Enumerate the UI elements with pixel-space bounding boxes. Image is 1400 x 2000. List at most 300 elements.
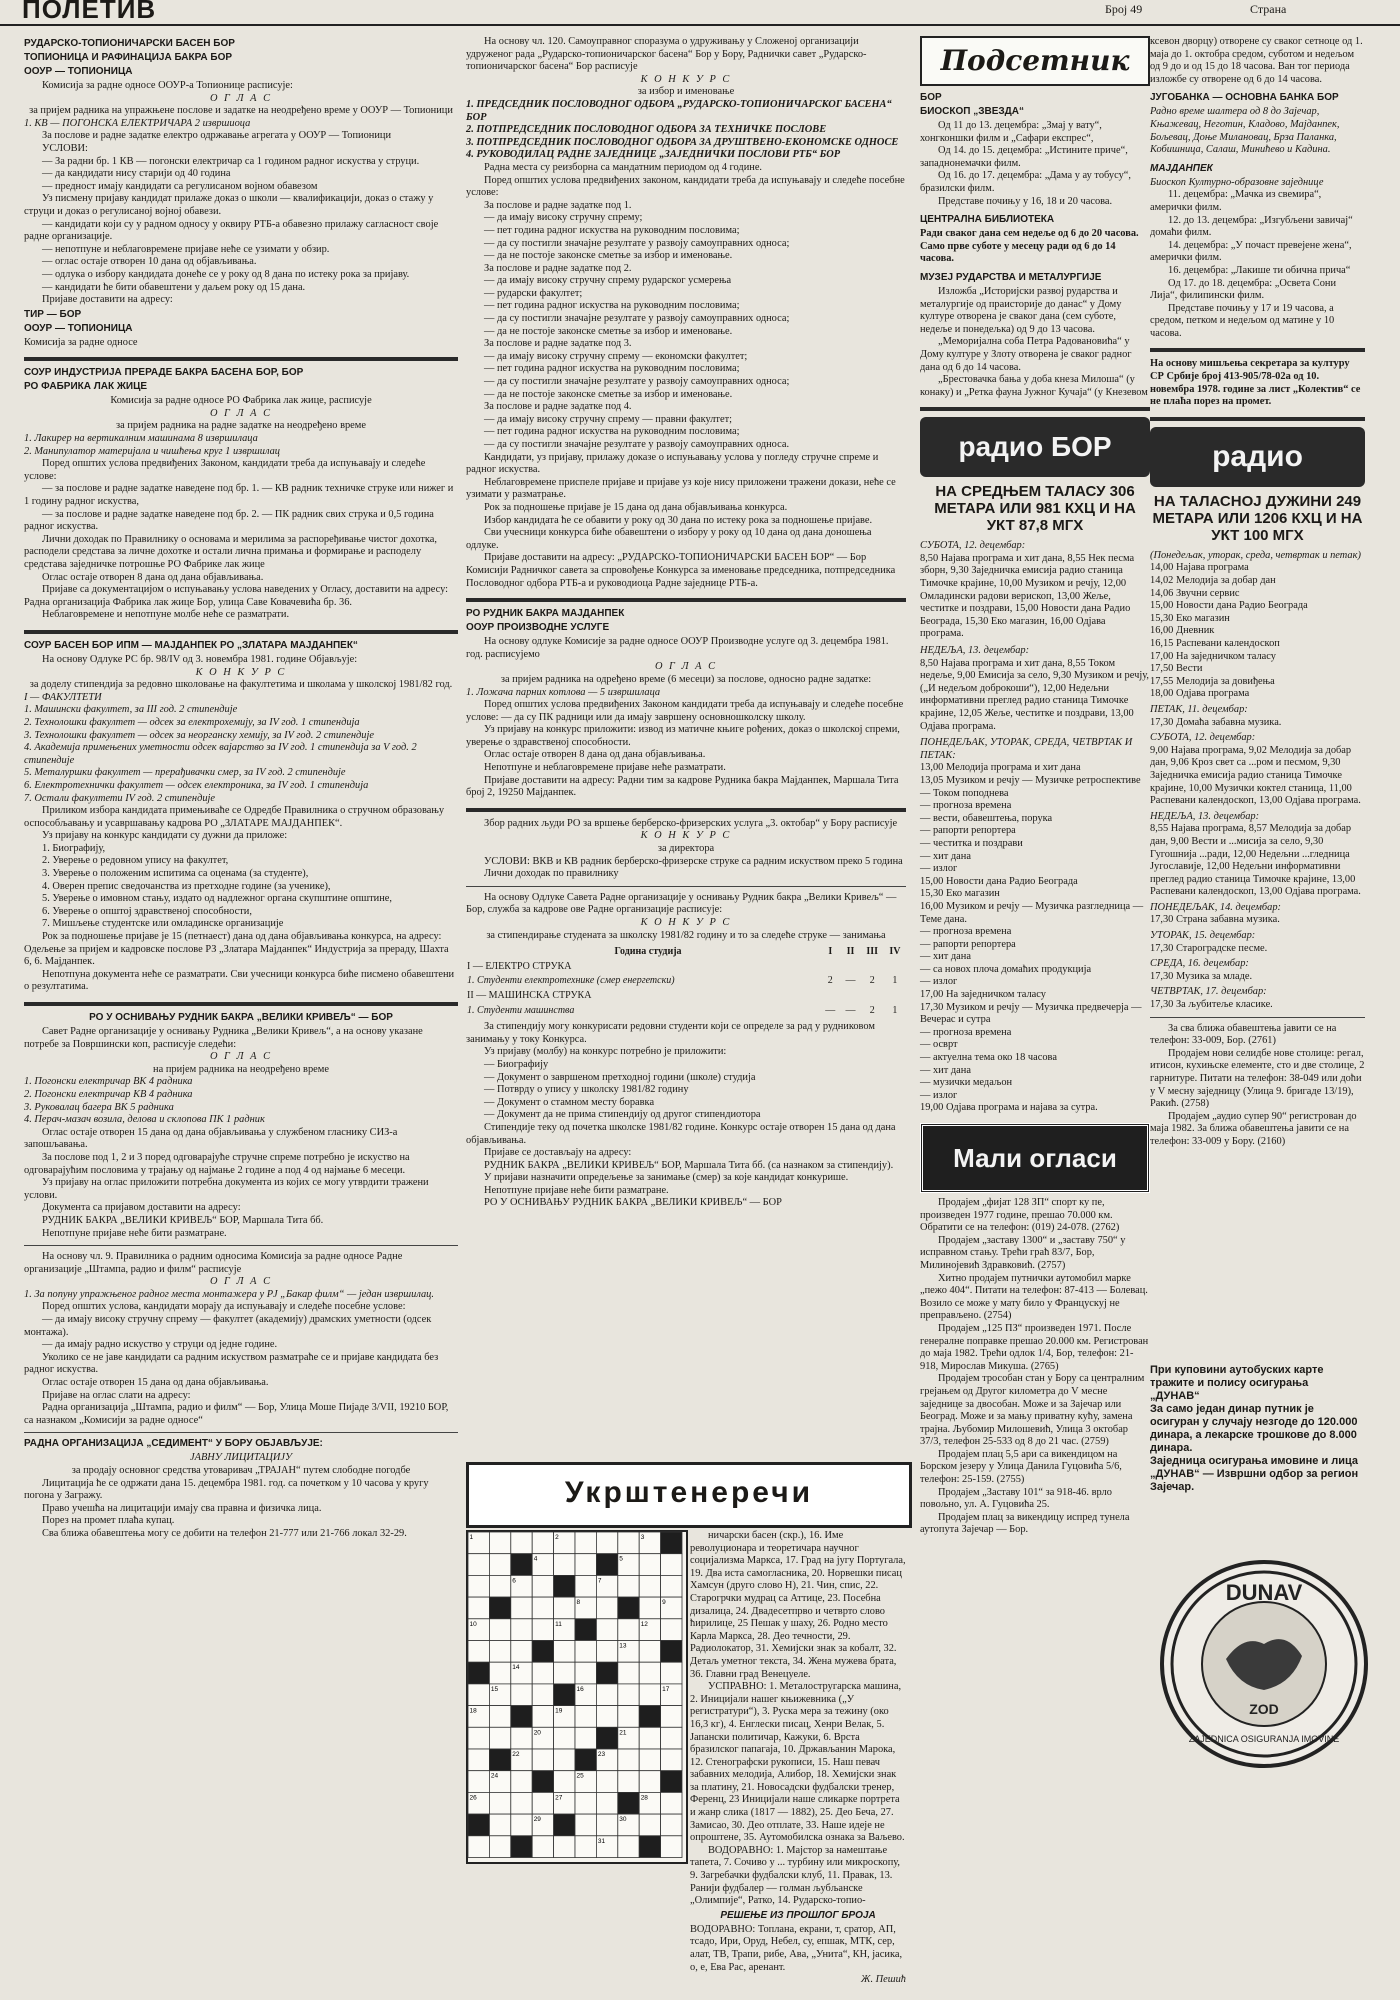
ad-body [24,1127,458,1240]
tax-notice: На основу мишљења секретара за културу СР Србије број 413-905/78-02а од 10. новембра 1978. године за лист „Колектив“ се не плаћа порез на промет. [1150,358,1361,408]
masthead [0,0,1400,26]
radio-program-line: — излог [920,863,958,875]
radio-program-line: 15,30 Еко магазин [920,888,1000,900]
crossword-number: 11 [555,1620,562,1628]
table-header-cell: Година студија [614,946,682,958]
crossword-cell [596,1619,617,1641]
radio-program-line: 17,30 Музика за младе. [1150,970,1253,982]
crossword-cell [639,1597,660,1619]
ad-body-line: Сва ближа обавештења могу се добити на телефон 21-777 или 21-766 локал 32-29. [42,1527,407,1539]
classified-ad: Продајем плац 5,5 ари са викендицом на Борском језеру у Улица Данила Гуцовића 5/6, телефон: 25-159. (2755) [920,1448,1122,1486]
ad-body-line: Документа са пријавом доставити на адресу: [42,1202,241,1214]
radio-program-line: — вести, обавештења, порука [920,812,1053,824]
crossword-cell [489,1641,510,1663]
ad-body-line: Поред општих услова, кандидати морају да испуњавају и следеће посебне услове: [42,1301,406,1313]
venue-name: ЦЕНТРАЛНА БИБЛИОТЕКА [920,214,1055,226]
crossword-cell [532,1532,553,1554]
ad-body-line: — Документ о завршеном претходној години (школе) студија [484,1071,756,1083]
radio-program-line: — осврт [920,1039,958,1051]
table-cell [820,960,840,975]
crossword-black-cell [639,1706,660,1728]
crossword-cell [468,1836,489,1858]
crossword-number: 2 [555,1534,559,1541]
masthead-title: ПОЛЕТИВ [22,0,157,24]
classified-ad: Продајем „аудио супер 90“ регистрован до маја 1982. За ближа обавештења јавити се на телефон: 33-009 у Бору. (2160) [1150,1110,1357,1147]
ad-body-line: Поред општих услова предвиђених законом, кандидати треба да испуњавају и следеће посебне услове: [466,174,905,199]
crossword-number: 9 [662,1599,666,1607]
crossword-cell [639,1641,660,1663]
table-cell [861,960,884,975]
ad-zlatara [24,640,458,994]
radio-program-line: 16,00 Дневник [1150,625,1215,637]
venue-name: Биоскоп Културно-образовне заједнице [1150,176,1324,188]
radio-program-line: 17,50 Вести [1150,663,1203,675]
crossword-banner [466,1462,912,1528]
ad-list-item: 3. ПОТПРЕДСЕДНИК ПОСЛОВОДНОГ ОДБОРА ЗА ДРУШТВЕНО-ЕКОНОМСКЕ ОДНОСЕ [466,136,899,148]
radio-frequency-heading: НА ТАЛАСНОЈ ДУЖИНИ 249 МЕТАРА ИЛИ 1206 КХЦ И НА УКТ 100 МГХ [1152,492,1363,544]
cinema-listing: 11. децембра: „Мачка из свемира“, амерички филм. [1150,189,1322,213]
column-1 [24,36,458,1986]
crossword-number: 29 [533,1816,541,1824]
radio-program-line: 17,30 Домаћа забавна музика. [1150,716,1282,728]
crossword-black-cell [639,1836,660,1858]
table-cell: II — МАШИНСКА СТРУКА [467,989,592,1001]
crossword-number: 12 [640,1620,648,1628]
radio-program-line: 14,02 Мелодија за добар дан [1150,575,1276,587]
section-divider [1150,417,1365,421]
crossword-cell [639,1554,660,1576]
table-cell: 2 [827,975,833,987]
classified-ad: Продајем нови селидбе нове столице: регал, итисон, кухињске елементе, сто и две столице, 2 гарнитуре. Питати на телефон: 38-049 или доћи у V месну заједницу (Улица 9. бригаде 13/19), Ракић. (2758) [1150,1047,1365,1110]
section-divider [24,1245,458,1246]
crossword-cell [596,1641,617,1663]
crossword-cell [575,1554,596,1576]
ad-body-line: Уз пријаву на оглас приложити потребна документа из којих се могу утврдити тражени услови. [24,1177,429,1201]
ad-body-line: Рок за подношење пријаве је 15 дана од дана објављивања конкурса. [484,501,788,513]
crossword-cell [511,1684,532,1706]
crossword-cell [618,1662,639,1684]
crossword-cell [554,1641,575,1663]
ad-body-line: Уколико се не јаве кандидати са радним искуством разматраће се и пријаве кандидата без радног искуства. [24,1351,439,1376]
ad-body-line: Уз пријаву на конкурс кандидати су дужни да приложе: [42,830,288,842]
ad-org-line: РО РУДНИК БАКРА МАЈДАНПЕК [466,608,625,620]
radio-program-line: 14,06 Звучни сервис [1150,587,1240,599]
ad-title: К О Н К У Р С [195,666,287,678]
crossword-cell [661,1575,682,1597]
radio-program-line: 15,00 Новости дана Радио Београда [920,875,1078,887]
radio-day: НЕДЕЉА, 13. децембар: [1150,810,1260,822]
ad-lak-zice [24,367,458,622]
cinema-listing: Од 11 до 13. децембра: „Змај у вату“, хонгконшки филм и „Сафари експрес“, [920,120,1102,144]
radio-program-line: 14,00 Најава програма [1150,562,1249,574]
radio-2-logo-text: радио [1212,439,1303,473]
crossword-black-cell [511,1836,532,1858]
crossword-number: 7 [597,1577,602,1585]
crossword-cell [532,1749,553,1771]
ad-body-line: — да су постигли значајне резултате у развоју самоуправних односа; [484,376,790,388]
crossword-cell [511,1597,532,1619]
crossword-cell [639,1662,660,1684]
ad-berber [466,818,906,881]
ad-body-line: 2. Уверење о редовном упису на факултет, [42,855,229,867]
ad-title: К О Н К У Р С [640,830,732,842]
crossword-black-cell [532,1641,553,1663]
dunav-seal [1160,1560,1368,1768]
museum-listing: „Брестовачка бања у доба кнеза Милоша“ (у конаку) и „Ретка фауна Јужног Кучаја“ (у Кнезевом [920,374,1148,398]
section-divider [1150,348,1365,352]
crossword-cell [639,1771,660,1793]
section-divider [466,886,906,887]
crossword-black-cell [468,1814,489,1836]
classified-ad: Продајем „фијат 128 ЗП“ спорт ку пе, произведен 1977 године, прешао 70.000 км. Обратити се на телефон: (019) 24-078. (2762) [920,1197,1120,1234]
crossword-cell [596,1814,617,1836]
ad-body-line: У пријави назначити опредељење за занимање (смер) за које кандидат конкурише. [484,1172,849,1184]
crossword-cell [661,1749,682,1771]
ad-body-line: — да имају високу стручну спрему; [484,212,643,224]
table-cell [840,960,860,975]
table-cell [820,989,840,1004]
crossword-black-cell [661,1532,682,1554]
table-row [466,989,906,1004]
crossword-number: 21 [619,1729,627,1737]
radio-program-line: 8,55 Најава програма, 8,57 Мелодија за добар дан, 9,00 Вести и ...мисија за село, 9,30 Гугошнија ...ради, 12,00 Недељни ...гледница Југославије, 12,00 Недељни информативни преглед радио станица Тимочке крајине, 13,00 Распевани календоскоп, 13,00 Одјава програма. [1150,823,1361,898]
table-row [466,974,906,989]
ad-body-line: — да не постоје законске сметње за избор и именовање. [484,250,733,262]
crossword-number: 14 [512,1664,520,1672]
crossword-cell [489,1792,510,1814]
ad-condition-line: — оглас остаје отворен 10 дана од објављивања. [42,256,257,268]
crossword-cell [489,1706,510,1728]
ad-body-line: РУДНИК БАКРА „ВЕЛИКИ КРИВЕЉ“ БОР, Маршала Тита бб. (са назнаком за стипендију). [484,1159,894,1171]
radio-program-line: 19,00 Одјава програма и најава за сутра. [920,1102,1098,1114]
ad-intro: Савет Радне организације у оснивању Рудника „Велики Кривељ“, а на основу указане потребе за Површински коп, расписује следећи: [24,1026,423,1050]
crossword-cell [532,1662,553,1684]
crossword-cell [618,1749,639,1771]
ad-address-line: ТИР — БОР [24,308,82,320]
radio-program: 8,50 Најава програма и хит дана, 8,55 Нек песма зборн, 9,30 Заједничка емисија радио станица Тимочке крајине, 10,00 Музиком и речју, 12,00 Омладински радови верископ, 13,00 Жеље, честитке и поздрави, 15,00 Новости дана Радио Београда, 15,30 Еко магазин, 16,00 Одјава програма. [920,552,1135,640]
crossword-cell [489,1619,510,1641]
radio-weekday-program [920,762,1150,1115]
crossword-number: 24 [490,1772,499,1780]
radio-day: ПЕТАК, 11. децембар: [1150,703,1248,715]
cinema-listing: Од 17. до 18. децембра: „Освета Сони Лија“, филипински филм. [1150,277,1337,302]
ad-body-line: — да имају високу стручну спрему — правни факултет; [484,413,732,425]
ad-body [466,162,906,590]
crossword-cell [468,1727,489,1749]
crossword-cell [618,1619,639,1641]
ad-intro: На основу Одлуке РС бр. 98/IV од 3. новембра 1981. године Објављује: [42,653,358,665]
ad-condition-line: — одлука о избору кандидата донеће се у року од 8 дана по истеку рока за пријаву. [42,268,410,280]
ad-body-line: — Документ о стамном месту боравка [484,1096,655,1108]
column-3 [920,36,1150,1986]
museum-info [920,286,1150,399]
crossword-number: 28 [640,1794,648,1802]
crossword-cell [554,1749,575,1771]
venue-name: БИОСКОП „ЗВЕЗДА“ [920,106,1024,117]
crossword-cell [639,1814,660,1836]
crossword-black-cell [489,1749,510,1771]
ad-conditions [24,156,458,307]
crossword-black-cell [554,1575,575,1597]
ad-address-line: ООУР — ТОПИОНИЦА [24,322,133,334]
crossword-cell [596,1532,617,1554]
crossword-black-cell [596,1554,617,1576]
radio-day: СРЕДА, 16. децембар: [1150,958,1249,970]
ad-org-line: РАДНА ОРГАНИЗАЦИЈА „СЕДИМЕНТ“ У БОРУ ОБЈАВЉУЈЕ: [24,1438,323,1450]
ad-body-line: Избор кандидата ће се обавити у року од 30 дана по истеку рока за подношење пријаве. [484,514,873,526]
crossword-cell [575,1836,596,1858]
ad-body-line: Непотпуне и неблаговремене пријаве неће разматрати. [484,762,726,774]
ad-position: 1. Ложача парних котлова — 5 извршилаца [466,686,661,698]
table-header-cell [466,945,476,960]
radio-day: (Понедељак, уторак, среда, четвртак и петак) [1150,549,1361,561]
crossword-black-cell [489,1597,510,1619]
crossword-cell [554,1836,575,1858]
radio-program-line: — са новох плоча домаћих продукција [920,963,1092,975]
classified-ad: Хитно продајем путнички аутомобил марке „пежо 404“. Питати на телефон: 87-413 — Болевац. Возило се може у мату било у Францускуј не преправљено. (2754) [920,1272,1148,1322]
crossword-black-cell [468,1662,489,1684]
table-cell [840,989,860,1004]
crossword-cell [511,1619,532,1641]
classified-ads [1150,1023,1365,1149]
crossword-cell [575,1792,596,1814]
radio-program-line: 17,30 Староградске песме. [1150,942,1268,954]
radio-program-line: 16,15 Распевани календоскоп [1150,638,1280,649]
crossword-number: 6 [512,1577,516,1585]
ad-subtitle: за избор и именовање [637,86,735,98]
crossword-cell [554,1597,575,1619]
ad-krivelj [24,1012,458,1240]
cinema-listing: Од 16. до 17. децембра: „Дама у ау тобусу“, бразилски филм. [920,170,1131,194]
crossword-cell [596,1792,617,1814]
dunav-ad-line: Заједница осигурања имовине и лица „ДУНАВ“ — Извршни одбор за регион Зајечар. [1150,1454,1359,1493]
table-cell: — [825,1004,836,1016]
table-header-cell: IV [889,946,901,958]
column-2 [466,36,906,1456]
crossword-cell [554,1554,575,1576]
ad-condition-line: — кандидати који су у радном односу у оквиру РТБ-а обавезно прилажу сагласност своје радне организације. [24,218,439,243]
crossword-cell [596,1771,617,1793]
ad-title: О Г Л А С [209,1051,273,1063]
crossword-cell [575,1532,596,1554]
ad-body-line: — да имају високу стручну спрему — факултет (академију) драмских уметности (одсек монтажа). [24,1314,432,1338]
crossword-clue: УСПРАВНО: 1. Металостругарска машина, 2. Иницијали нашег књижевника („У регистратури“), 3. Руска мера за тежину (око 16,3 кг), 4. Енглески писац, Хенри Велак, 5. Јапански политичар, Кажуки, 6. Врста бразилског папагаја, 10. Држављанин Марока, 12. Стенографски рукописи, 15. Наш певач забавних мелодија, Алибор, 18. Хемијски знак за платину, 21. Новосадски фудбалски тренер, Ференц, 23 Иницијали наше сликарке портрета и жанр слика (1817 — 1882), 25. Део Беча, 27. Замисао, 30. Део отплате, 33. Наше идеје не опроштене, 35. Аутомобилска ознака за Ваљево. [690,1681,905,1844]
crossword-cell [468,1641,489,1663]
ad-body-line: Оглас остаје отворен 8 дана од дана објављивања. [484,749,706,761]
solution-title: РЕШЕЊЕ ИЗ ПРОШЛОГ БРОЈА [720,1909,876,1921]
section-divider [24,1432,458,1433]
dunav-ad-line: При куповини аутобуских карте тражите и полису осигурања [1150,1363,1324,1389]
crossword-number: 3 [640,1534,645,1541]
crossword-cell [596,1597,617,1619]
ad-body-line: Уз пријаву (молбу) на конкурс потребно је приложити: [484,1046,727,1058]
table-row [466,1004,906,1019]
ad-org-line: РУДАРСКО-ТОПИОНИЧАРСКИ БАСЕН БОР [24,38,235,49]
table-cell [884,989,906,1004]
ad-body-line: Порез на промет плаћа купац. [42,1515,175,1527]
ad-intro: На основу чл. 9. Правилника о радним односима Комисија за радне односе Радне организације „Штампа, радио и филм“ расписује [24,1251,403,1275]
crossword-cell [575,1575,596,1597]
crossword-clue: ВОДОРАВНО: 1. Мајстор за намештање тапета, 7. Сочиво у ... турбину или микроскопу, 9. Загребачки фудбалски клуб, 11. Правак, 13. Ранији фудбалер — голман љубљанске „Олимпије“, Ратко, 14. Рударско-топио- [690,1844,901,1907]
ad-title: К О Н К У Р С [640,917,732,928]
ad-body-line: Стипендије теку од почетка школске 1981/82 године. Конкурс остаје отворен 15 дана од дана објављивања. [466,1121,896,1146]
crossword-number: 18 [469,1707,477,1715]
radio-program-line: — хит дана [920,951,971,963]
ad-list-item: 1. Погонски електричар ВК 4 радника [24,1076,193,1088]
crossword-black-cell [532,1771,553,1793]
radio-program-line: 17,00 На заједничком таласу [920,989,1046,1001]
ad-list-item: 4. Академија примењених уметности одсек вајарство за IV год. 1 стипендија за V год. 2 стипендије [24,742,417,766]
crossword-title: Укрштенеречи [564,1476,814,1509]
classified-ad: За сва ближа обавештења јавити се на телефон: 33-009, Бор. (2761) [1150,1022,1337,1047]
table-cell: 2 [869,975,875,987]
table-cell: — [845,1004,856,1016]
ad-body-line: Радна организација „Штампа, радио и филм“ — Бор, Улица Моше Пијаде 3/VII, 19210 БОР, са назнаком „Комисији за радне односе“ [24,1402,449,1426]
venue-name: МУЗЕЈ РУДАРСТВА И МЕТАЛУРГИЈЕ [920,271,1102,283]
ad-body-line: Сви учесници конкурса биће обавештени о избору у року од 10 дана од дана доношења одлуке. [466,527,872,551]
ad-body [466,1021,906,1210]
radio-day: СУБОТА, 12. децембар: [920,540,1026,552]
ad-list-item: 5. Металуршки факултет — прерађивачки смер, за IV год. 2 стипендије [24,767,346,779]
radio-day: ПОНЕДЕЉАК, 14. децембар: [1150,901,1281,913]
crossword-number: 10 [469,1620,477,1628]
radio-program-line: 17,55 Мелодија за довиђења [1150,675,1275,687]
mali-oglasi-logo-text: Мали огласи [953,1143,1117,1173]
crossword-cell [575,1706,596,1728]
radio-day: НЕДЕЉА, 13. децембар: [920,645,1030,657]
crossword-cell [575,1641,596,1663]
radio-program-line: — хит дана [920,1064,971,1076]
crossword-cell [661,1792,682,1814]
crossword-cell [468,1771,489,1793]
ad-subtitle: за стипендирање студената за школску 1981/82 годину и то за следеће струке — занимања [486,929,886,941]
radio-bor-logo [920,417,1150,477]
cinema-listing: Представе почињу у 16, 18 и 20 часова. [938,195,1113,207]
ad-body-line: — за послове и радне задатке наведене под бр. 1. — КВ радник техничке струке или нижег и 1 годину радног искуства, [24,483,454,508]
classified-ad: Продајем „Заставу 101“ за 918-46. врло повољно, ул. А. Гуцовића 25. [920,1486,1112,1511]
page-label: Страна [1250,2,1287,16]
crossword-cell [511,1532,532,1554]
radio-program-line: — хит дана [920,850,971,862]
ad-subtitle: за директора [657,843,715,855]
crossword-grid-svg [468,1532,682,1858]
ad-body-line: Неблаговремене и непотпуне молбе неће се разматрати. [42,609,290,621]
ad-body-line: — за послове и радне задатке наведене под бр. 2. — ПК радник свих струка и 0,5 година радног искуства. [24,508,434,533]
ad-body-line: Непотпуна документа неће се разматрати. Сви учесници конкурса биће писмено обавештени о резултатима. [24,968,455,993]
ad-body-line: Пријаве на оглас слати на адресу: [42,1389,191,1401]
radio-program-line: — прогноза времена [920,1026,1012,1038]
ad-body-line: — пет година радног искуства на руководним пословима; [484,426,740,438]
crossword-number: 15 [490,1685,499,1693]
table-header-cell: I [828,946,833,958]
cinema-listing: 12. до 13. децембра: „Изгубљени завичај“ домаћи филм. [1150,214,1353,239]
crossword-black-cell [661,1771,682,1793]
radio-program-line: 17,30 Музиком и речју — Музичка предвечерја — Вечерас и сутра [920,1001,1142,1026]
radio-frequency-heading: НА СРЕДЊЕМ ТАЛАСУ 306 МЕТАРА ИЛИ 981 КХЦ И НА УКТ 87,8 МГХ [934,483,1136,535]
ad-subtitle: за продају основног средства утоваривач „ТРАЈАН“ путем слободне погодбе [71,1465,411,1476]
radio-program-line: — излог [920,976,958,988]
ad-address-line: Комисија за радне односе [24,336,138,348]
section-divider [920,407,1150,411]
ad-list-item: 1. Машински факултет, за III год. 2 стипендије [24,704,238,716]
ad-body-line: Пријаве доставити на адресу: Радни тим за кадрове Рудника бакра Мајданпек, Маршала Тита број 2, 19250 Мајданпек. [466,774,899,799]
ad-org-line: ООУР — ТОПИОНИЦА [24,66,133,77]
ad-body-line: — пет година радног искуства на руководним пословима; [484,363,740,375]
cinema-listing: 16. децембра: „Лакише ти обична прича“ [1168,264,1351,276]
ad-body-line: Поред општих услова предвиђених Законом, кандидати треба да испуњавају и следеће услове: [24,458,426,482]
section-divider [24,357,458,361]
museum-listing: „Меморијална соба Петра Радовановића“ у Дому културе у Злоту отворена је сваког радног дана од 6 до 14 часова. [920,336,1132,373]
table-cell [884,960,906,975]
crossword-black-cell [618,1792,639,1814]
crossword-cell [575,1727,596,1749]
crossword-cell [575,1814,596,1836]
crossword-clue: ничарски басен (скр.), 16. Име револуционара и теоретичара научног социјализма Маркса, 17. Град на југу Португала, 19. Два иста самогласника, 20. Норвешки писац Хамсун (друго слово Н), 21. Чин, спис, 22. Старогрчки мудрац са Аттице, 23. Посебна дизалица, 24. Двадесетпрво и четврто слово ћирилице, 25 Пешак у шаху, 26. Родно место Карла Маркса, 28. Део течности, 29. Радиолокатор, 31. Хемијски знак за кобалт, 32. Детаљ уметног текста, 34. Жена мужева брата, 36. Главни град Венецуеле. [690,1530,906,1680]
ad-body-line: Кандидати, уз пријаву, прилажу доказе о испуњавању услова у погледу стручне спреме и радног искуства. [466,451,879,476]
ad-list-item: 3. Технолошки факултет — одсек за неорганску хемију, за IV год. 2 стипендије [24,729,374,741]
table-header-cell: III [866,946,879,958]
radio-program-line: — излог [920,1089,958,1101]
crossword-black-cell [661,1641,682,1663]
ad-krivelj-stipendije [466,892,906,1210]
section-divider [24,1002,458,1006]
ad-body-line: 6. Уверење о општој здравственој способности, [42,905,252,917]
crossword-cell [661,1706,682,1728]
crossword-black-cell [618,1597,639,1619]
ad-body-line: Радна места су реизборна са мандатним периодом од 4 године. [484,161,763,173]
ad-body-line: УСЛОВИ: ВКВ и КВ радник берберско-фризерске струке са радним искуством преко 5 година [484,855,903,867]
ad-body [24,805,458,994]
ad-list [466,99,906,162]
crossword-number: 19 [555,1707,563,1715]
ad-body [24,458,458,622]
ad-body-line: — да имају високу стручну спрему рударског усмерења [484,275,732,287]
radio-program-line: 15,30 Еко магазин [1150,612,1230,624]
crossword-cell [489,1662,510,1684]
radio-program-line: 15,00 Новости дана Радио Београда [1150,600,1308,612]
ad-body-line: 7. Мишљење студентске или омладинске организације [42,918,284,930]
crossword-cell [511,1727,532,1749]
museum-hours-continued [1150,36,1365,86]
cinema-schedule [920,120,1150,208]
crossword-cell [618,1836,639,1858]
ad-body-line: Пријаве се достављају на адресу: [484,1147,632,1159]
mali-oglasi-logo [920,1123,1150,1193]
ad-topionica [24,38,458,349]
ad-body-line: — да не постоје законске сметње за избор и именовање. [484,325,733,337]
ad-body-line: — рударски факултет; [484,287,583,299]
crossword-black-cell [554,1684,575,1706]
radio-program-line: — рапорти репортера [920,825,1016,837]
podsetnik-logo [920,36,1150,86]
crossword-cell [532,1597,553,1619]
ad-body-line: — да су постигли значајне резултате у развоју самоуправних односа; [484,313,790,325]
ad-body-line: 3. Уверење о положеним испитима са оценама (за студенте), [42,868,309,880]
ad-list-item: 3. Руковалац багера ВК 5 радника [24,1101,174,1113]
crossword-black-cell [511,1554,532,1576]
crossword-cell [618,1706,639,1728]
ad-intro: Збор радних људи РО за вршење берберско-фризерских услуга „3. октобар“ у Бору расписује [484,817,898,829]
issue-number: Број 49 [1105,2,1143,16]
radio-2-logo [1150,427,1365,487]
ad-body-line: За послове и радне задатке под 4. [484,401,632,413]
ad-subtitle: за доделу стипендија за редовно школовање на факултетима и школама у школској 1981/82 год. [29,679,453,691]
ad-position: 1. КВ — ПОГОНСКА ЕЛЕКТРИЧАРА 2 извршиоца [24,117,251,129]
table-cell: 2 [869,1004,875,1016]
crossword-cell [532,1706,553,1728]
table-cell: 1. Студенти машинства [467,1004,575,1016]
ad-body-line: Непотпуне пријаве неће бити разматране. [484,1184,669,1196]
